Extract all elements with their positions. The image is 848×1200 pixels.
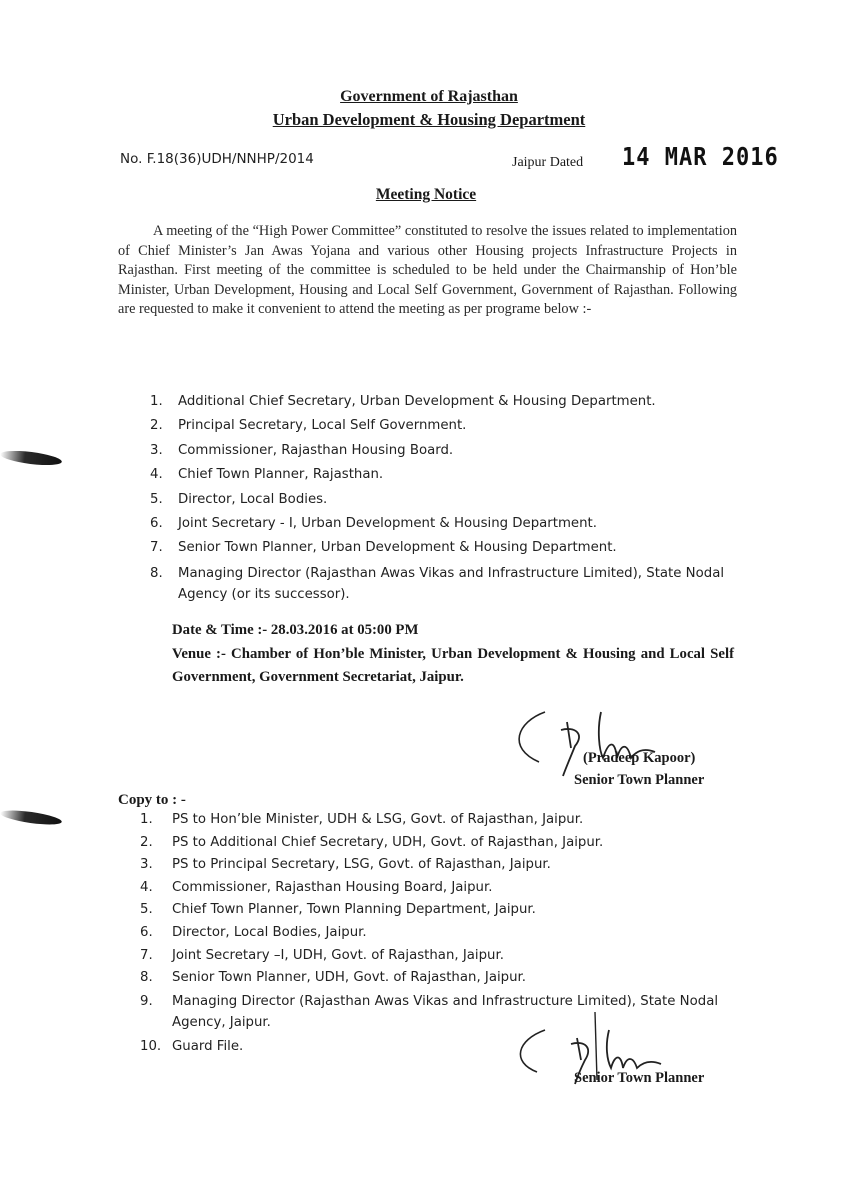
list-item: 6. Joint Secretary - I, Urban Development & Housing Department.	[150, 515, 597, 531]
meeting-date-time: Date & Time :- 28.03.2016 at 05:00 PM	[172, 622, 419, 638]
list-item: 8. Senior Town Planner, UDH, Govt. of Rajasthan, Jaipur.	[140, 970, 526, 986]
list-item: 7. Senior Town Planner, Urban Development & Housing Department.	[150, 540, 617, 556]
invitee-list	[150, 392, 750, 605]
scan-smudge-top	[0, 448, 63, 467]
meeting-venue: Venue :- Chamber of Hon’ble Minister, Urban Development & Housing and Local Self Government, Government Secretariat, Jaipur.	[172, 646, 734, 685]
reference-number: No. F.18(36)UDH/NNHP/2014	[120, 151, 314, 167]
list-item: 2. PS to Additional Chief Secretary, UDH, Govt. of Rajasthan, Jaipur.	[140, 834, 604, 850]
list-item: 4. Commissioner, Rajasthan Housing Board, Jaipur.	[140, 879, 493, 895]
notice-title: Meeting Notice	[375, 186, 477, 203]
list-item: 3. Commissioner, Rajasthan Housing Board.	[150, 442, 454, 458]
department-header-udh: Urban Development & Housing Department	[272, 110, 586, 129]
list-item: 3. PS to Principal Secretary, LSG, Govt. of Rajasthan, Jaipur.	[140, 857, 551, 873]
list-item: 2. Principal Secretary, Local Self Government.	[150, 418, 467, 434]
notice-body-paragraph: A meeting of the “High Power Committee” constituted to resolve the issues related to implementation of Chief Minister’s Jan Awas Yojana and various other Housing projects Infrastructure Projects in Rajasthan. First meeting of the committee is scheduled to be held under the Chairmanship of Hon’ble Minister, Urban Development, Housing and Local Self Government, Government of Rajasthan. Following are requested to make it convenient to attend the meeting as per programe below :-	[118, 223, 737, 317]
footer-signatory-designation: Senior Town Planner	[574, 1070, 705, 1086]
date-stamp: 14 MAR 2016	[622, 143, 779, 172]
list-item: 1. PS to Hon’ble Minister, UDH & LSG, Govt. of Rajasthan, Jaipur.	[140, 812, 584, 827]
list-item: 1. Additional Chief Secretary, Urban Development & Housing Department.	[150, 394, 656, 409]
signature-image	[505, 700, 695, 780]
list-item: 10. Guard File.	[140, 1038, 244, 1054]
list-item: 9. Managing Director (Rajasthan Awas Vikas and Infrastructure Limited), State Nodal Agency, Jaipur.	[140, 993, 719, 1030]
list-item: 5. Director, Local Bodies.	[150, 491, 328, 507]
list-item: 6. Director, Local Bodies, Jaipur.	[140, 924, 367, 940]
list-item: 8. Managing Director (Rajasthan Awas Vikas and Infrastructure Limited), State Nodal Agency (or its successor).	[150, 565, 725, 602]
copy-to-title: Copy to : -	[118, 792, 186, 808]
signatory-name: (Pradeep Kapoor)	[583, 750, 696, 766]
signatory-designation: Senior Town Planner	[574, 772, 705, 788]
list-item: 5. Chief Town Planner, Town Planning Department, Jaipur.	[140, 902, 536, 918]
list-item: 7. Joint Secretary –I, UDH, Govt. of Rajasthan, Jaipur.	[140, 947, 504, 963]
scan-smudge-bottom	[0, 808, 62, 828]
department-header-government: Government of Rajasthan	[340, 88, 518, 105]
list-item: 4. Chief Town Planner, Rajasthan.	[150, 467, 384, 483]
dated-label: Jaipur Dated	[512, 155, 584, 170]
